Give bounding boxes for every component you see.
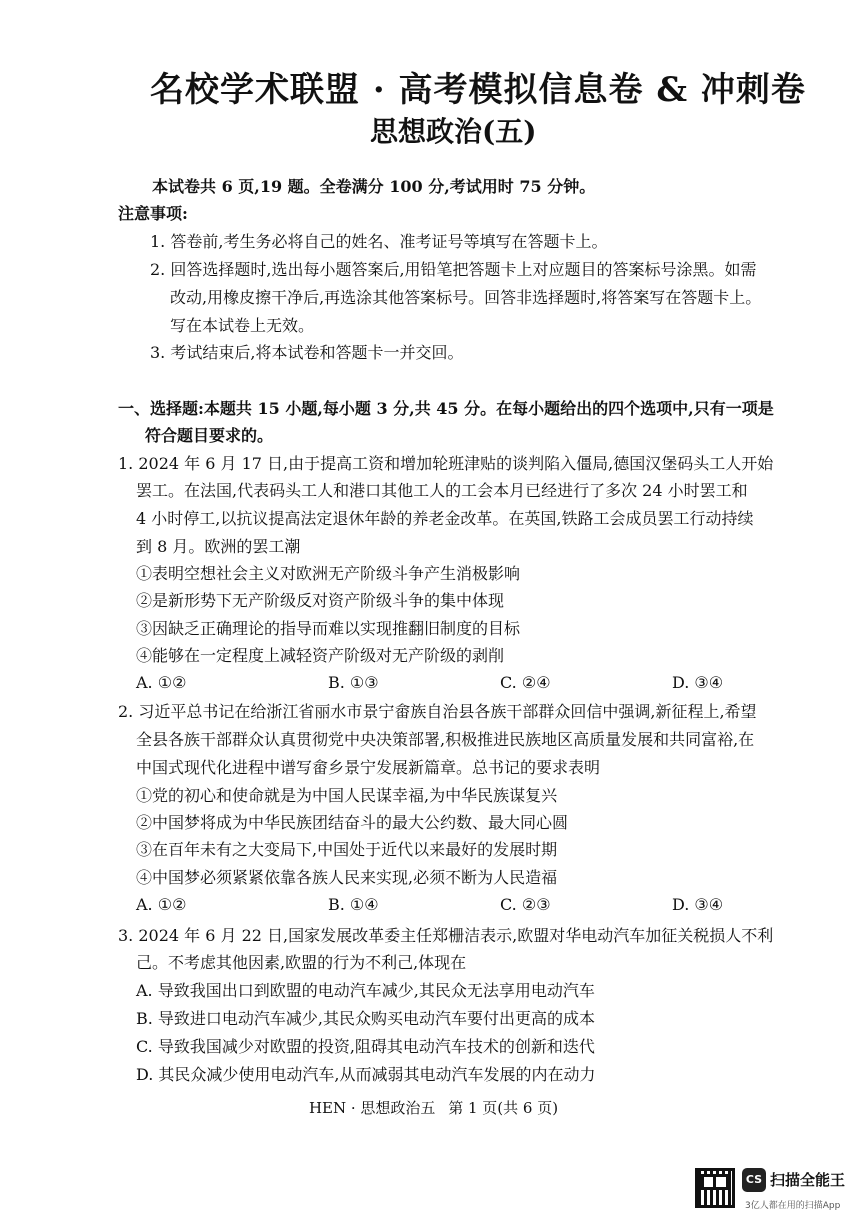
option-b: B. ①③ — [328, 673, 379, 692]
option-b: B. ①④ — [328, 895, 379, 914]
camscanner-tagline: 3亿人都在用的扫描App — [745, 1201, 841, 1211]
option-d: D. ③④ — [672, 673, 724, 692]
option-c: C. ②④ — [500, 673, 551, 692]
camscanner-name: 扫描全能王 — [770, 1171, 846, 1189]
q1-stem: 到 8 月。欧洲的罢工潮 — [136, 537, 301, 556]
q3-option: D. 其民众减少使用电动汽车,从而减弱其电动汽车发展的内在动力 — [136, 1065, 596, 1084]
q3-option: C. 导致我国减少对欧盟的投资,阻碍其电动汽车技术的创新和迭代 — [136, 1037, 595, 1056]
q3-stem: 3. 2024 年 6 月 22 日,国家发展改革委主任郑栅洁表示,欧盟对华电动汽车加征关税损人不利 — [118, 926, 774, 945]
q3-stem: 己。不考虑其他因素,欧盟的行为不利己,体现在 — [136, 953, 467, 972]
notice-item: 1. 答卷前,考生务必将自己的姓名、准考证号等填写在答题卡上。 — [150, 232, 608, 251]
qr-code-icon — [695, 1168, 735, 1208]
footer-code: HEN · 思想政治五 — [308, 1099, 436, 1117]
q2-item: ④中国梦必须紧紧依靠各族人民来实现,必须不断为人民造福 — [136, 868, 558, 887]
q2-item: ③在百年未有之大变局下,中国处于近代以来最好的发展时期 — [136, 840, 558, 859]
option-c: C. ②③ — [500, 895, 551, 914]
q1-item: ④能够在一定程度上减轻资产阶级对无产阶级的剥削 — [136, 646, 505, 665]
option-a: A. ①② — [136, 673, 187, 692]
section-heading-cont: 符合题目要求的。 — [145, 426, 274, 445]
page-footer — [0, 1097, 867, 1118]
q1-stem: 4 小时停工,以抗议提高法定退休年龄的养老金改革。在英国,铁路工会成员罢工行动持续 — [136, 509, 754, 528]
notice-item: 3. 考试结束后,将本试卷和答题卡一并交回。 — [150, 343, 464, 362]
option-a: A. ①② — [136, 895, 187, 914]
footer-page: 第 1 页(共 6 页) — [448, 1099, 559, 1117]
q2-stem: 中国式现代化进程中谱写畲乡景宁发展新篇章。总书记的要求表明 — [136, 758, 601, 777]
q2-stem: 2. 习近平总书记在给浙江省丽水市景宁畲族自治县各族干部群众回信中强调,新征程上,希望 — [118, 702, 757, 721]
option-d: D. ③④ — [672, 895, 724, 914]
q2-item: ②中国梦将成为中华民族团结奋斗的最大公约数、最大同心圆 — [136, 813, 569, 832]
exam-intro: 本试卷共 6 页,19 题。全卷满分 100 分,考试用时 75 分钟。 — [152, 177, 596, 196]
q1-item: ①表明空想社会主义对欧洲无产阶级斗争产生消极影响 — [136, 564, 521, 583]
q2-item: ①党的初心和使命就是为中国人民谋幸福,为中华民族谋复兴 — [136, 786, 558, 805]
q1-item: ③因缺乏正确理论的指导而难以实现推翻旧制度的目标 — [136, 619, 521, 638]
q1-stem: 罢工。在法国,代表码头工人和港口其他工人的工会本月已经进行了多次 24 小时罢工和 — [136, 481, 748, 500]
camscanner-logo: CS — [742, 1168, 766, 1192]
q1-item: ②是新形势下无产阶级反对资产阶级斗争的集中体现 — [136, 591, 505, 610]
notice-heading: 注意事项: — [118, 204, 188, 223]
q3-option: B. 导致进口电动汽车减少,其民众购买电动汽车要付出更高的成本 — [136, 1009, 596, 1028]
exam-subject: 思想政治(五) — [370, 115, 537, 148]
exam-title: 名校学术联盟 · 高考模拟信息卷 & 冲刺卷 — [150, 70, 806, 110]
q2-stem: 全县各族干部群众认真贯彻党中央决策部署,积极推进民族地区高质量发展和共同富裕,在 — [136, 730, 755, 749]
q3-option: A. 导致我国出口到欧盟的电动汽车减少,其民众无法享用电动汽车 — [136, 981, 595, 1000]
notice-item: 写在本试卷上无效。 — [170, 316, 315, 335]
notice-item: 2. 回答选择题时,选出每小题答案后,用铅笔把答题卡上对应题目的答案标号涂黑。如需 — [150, 260, 757, 279]
notice-item: 改动,用橡皮擦干净后,再选涂其他答案标号。回答非选择题时,将答案写在答题卡上。 — [170, 288, 762, 307]
q1-stem: 1. 2024 年 6 月 17 日,由于提高工资和增加轮班津贴的谈判陷入僵局,德国汉堡码头工人开始 — [118, 454, 774, 473]
section-heading: 一、选择题:本题共 15 小题,每小题 3 分,共 45 分。在每小题给出的四个选项中,只有一项是 — [118, 399, 774, 418]
